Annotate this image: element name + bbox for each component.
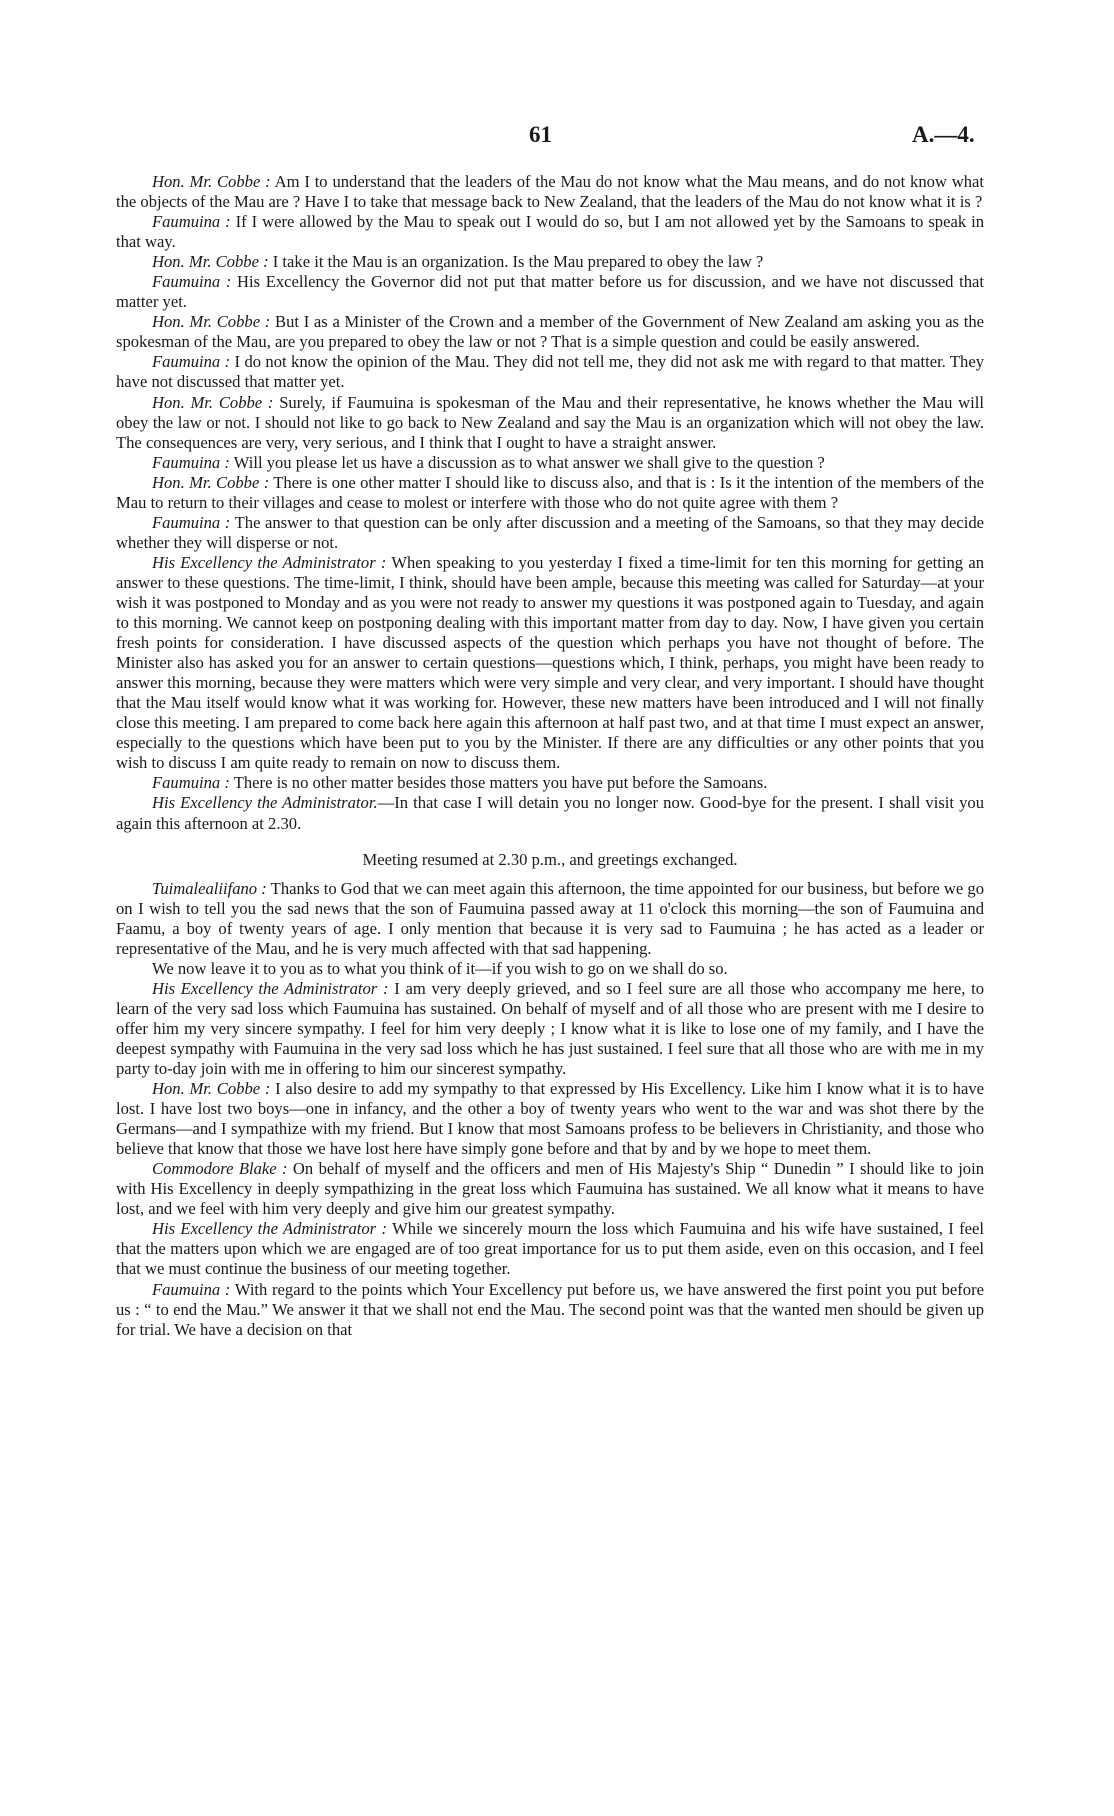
speaker: Faumuina : bbox=[152, 452, 230, 472]
page-header bbox=[0, 122, 1114, 162]
paragraph bbox=[116, 879, 984, 959]
paragraph bbox=[116, 1079, 984, 1159]
transcript-body bbox=[116, 172, 984, 1340]
paragraph bbox=[116, 513, 984, 553]
speaker: Hon. Mr. Cobbe : bbox=[152, 472, 270, 492]
speech: The answer to that question can be only after discussion and a meeting of the Samoans, so that they may decide whether they will disperse or not. bbox=[116, 512, 985, 552]
speech: I am very deeply grieved, and so I feel sure are all those who accompany me here, to learn of the very sad loss which Faumuina has sustained. On behalf of myself and of all those who are present with me I desire to offer him my very sincere sympathy. I feel for him very deeply ; I know what it is like to lose one of my family, and I have the deepest sympathy with Faumuina in the very sad loss which he has just sustained. I feel sure that all those who are with me in my party to-day join with me in offering to him our sincerest sympathy. bbox=[116, 978, 985, 1079]
speech: I take it the Mau is an organization. Is the Mau prepared to obey the law ? bbox=[268, 252, 764, 272]
speech: Will you please let us have a discussion as to what answer we shall give to the question ? bbox=[229, 452, 825, 472]
paragraph bbox=[116, 393, 984, 453]
morning-session bbox=[116, 172, 984, 834]
speech: With regard to the points which Your Excellency put before us, we have answered the first point you put before us : “ to end the Mau.” We answer it that we shall not end the Mau. The second point was that the wanted men should be given up for trial. We have a decision on that bbox=[116, 1279, 984, 1339]
paragraph bbox=[116, 1219, 984, 1279]
speech: His Excellency the Governor did not put that matter before us for discussion, and we have not discussed that matter yet. bbox=[116, 272, 984, 312]
paragraph bbox=[116, 959, 984, 979]
speaker: His Excellency the Administrator : bbox=[152, 552, 387, 572]
speaker: His Excellency the Administrator : bbox=[152, 1219, 388, 1239]
speech: Thanks to God that we can meet again this afternoon, the time appointed for our business, but before we go on I wish to tell you the sad news that the son of Faumuina passed away at 11 o'clock this morning—the son of Faumuina and Faamu, a boy of twenty years of age. I only mention that because it is very sad to Faumuina ; he has acted as a leader or representative of the Mau, and he is very much affected with that sad happening. bbox=[116, 878, 984, 958]
speech: If I were allowed by the Mau to speak out I would do so, but I am not allowed yet by the Samoans to speak in that way. bbox=[116, 212, 984, 252]
speech: But I as a Minister of the Crown and a member of the Government of New Zealand am asking you as the spokesman of the Mau, are you prepared to obey the law or not ? That is a simple question and could be easily answered. bbox=[116, 312, 984, 352]
speaker: Faumuina : bbox=[152, 352, 231, 372]
speech: While we sincerely mourn the loss which Faumuina and his wife have sustained, I feel that the matters upon which we are engaged are of too great importance for us to put them aside, even on this occasion, and I feel that we must continue the business of our meeting together. bbox=[116, 1219, 985, 1279]
speech: There is no other matter besides those matters you have put before the Samoans. bbox=[229, 773, 768, 793]
speaker: Faumuina : bbox=[152, 1279, 231, 1299]
speaker: Faumuina : bbox=[152, 272, 232, 292]
speaker: Tuimalealiifano : bbox=[152, 878, 267, 898]
speaker: His Excellency the Administrator. bbox=[152, 793, 378, 813]
paragraph bbox=[116, 272, 984, 312]
speaker: Commodore Blake : bbox=[152, 1159, 288, 1179]
speaker: Hon. Mr. Cobbe : bbox=[152, 172, 271, 191]
paragraph bbox=[116, 453, 984, 473]
speech: On behalf of myself and the officers and men of His Majesty's Ship “ Dunedin ” I should like to join with His Excellency in deeply sympathizing in the great loss which Faumuina has sustained. We all know what it means to have lost, and we feel with him very deeply and give him our greatest sympathy. bbox=[116, 1159, 985, 1219]
paragraph bbox=[116, 793, 984, 833]
speech: Am I to understand that the leaders of the Mau do not know what the Mau means, and do not know what the objects of the Mau are ? Have I to take that message back to New Zealand, that the leaders of the Mau do not know what it is ? bbox=[116, 172, 985, 212]
speaker: Faumuina : bbox=[152, 212, 231, 232]
speaker: Hon. Mr. Cobbe : bbox=[152, 252, 269, 272]
paragraph bbox=[116, 312, 984, 352]
speaker: Hon. Mr. Cobbe : bbox=[152, 1079, 271, 1099]
paragraph bbox=[116, 979, 984, 1079]
speaker: Hon. Mr. Cobbe : bbox=[152, 312, 271, 332]
paragraph bbox=[116, 212, 984, 252]
paragraph bbox=[116, 352, 984, 392]
speech: —In that case I will detain you no longer now. Good-bye for the present. I shall visit you again this afternoon at 2.30. bbox=[116, 793, 984, 833]
page-number: 61 bbox=[529, 122, 552, 147]
meeting-resumed-note: Meeting resumed at 2.30 p.m., and greetings exchanged. bbox=[362, 849, 738, 869]
paragraph bbox=[116, 773, 984, 793]
paragraph bbox=[116, 172, 984, 212]
document-reference: A.—4. bbox=[912, 122, 975, 147]
speech: When speaking to you yesterday I fixed a time-limit for ten this morning for getting an answer to these questions. The time-limit, I think, should have been ample, because this meeting was called for Saturday—at your wish it was postponed to Monday and as you were not ready to answer my questions it was postponed again to Tuesday, and again to this morning. We cannot keep on postponing dealing with this important matter from day to day. Now, I have given you certain fresh points for consideration. I have discussed aspects of the question which perhaps you have not thought of before. The Minister also has asked you for an answer to certain questions—questions which, I think, perhaps, you might have been ready to answer this morning, because they were matters which were very simple and very clear, and very important. I should have thought that the Mau itself would know what it was working for. However, these new matters have been introduced and I will not finally close this meeting. I am prepared to come back here again this afternoon at half past two, and at that time I must expect an answer, especially to the questions which have been put to you by the Minister. If there are any difficulties or any other points that you wish to discuss I am quite ready to remain on now to discuss them. bbox=[116, 552, 984, 773]
paragraph bbox=[116, 1159, 984, 1219]
afternoon-session bbox=[116, 879, 984, 1340]
speech: We now leave it to you as to what you think of it—if you wish to go on we shall do so. bbox=[152, 958, 728, 978]
speaker: His Excellency the Administrator : bbox=[152, 978, 389, 998]
paragraph bbox=[116, 473, 984, 513]
speech: Surely, if Faumuina is spokesman of the Mau and their representative, he knows whether the Mau will obey the law or not. I should not like to go back to New Zealand and say the Mau is an organization which will not obey the law. The consequences are very, very serious, and I think that I ought to have a straight answer. bbox=[116, 392, 984, 452]
speaker: Hon. Mr. Cobbe : bbox=[152, 392, 274, 412]
speaker: Faumuina : bbox=[152, 512, 231, 532]
paragraph bbox=[116, 252, 984, 272]
speech: There is one other matter I should like to discuss also, and that is : Is it the intention of the members of the Mau to return to their villages and cease to molest or interfere with those who do not quite agree with them ? bbox=[116, 472, 985, 512]
paragraph bbox=[116, 1280, 984, 1340]
paragraph bbox=[116, 553, 984, 774]
speech: I do not know the opinion of the Mau. They did not tell me, they did not ask me with regard to that matter. They have not discussed that matter yet. bbox=[116, 352, 985, 392]
speaker: Faumuina : bbox=[152, 773, 230, 793]
speech: I also desire to add my sympathy to that expressed by His Excellency. Like him I know what it is to have lost. I have lost two boys—one in infancy, and the other a boy of twenty years who went to the war and was shot there by the Germans—and I sympathize with my friend. But I know that most Samoans profess to be believers in Christianity, and those who believe that know that those we have lost here have simply gone before and that by and by we hope to meet them. bbox=[116, 1079, 985, 1159]
